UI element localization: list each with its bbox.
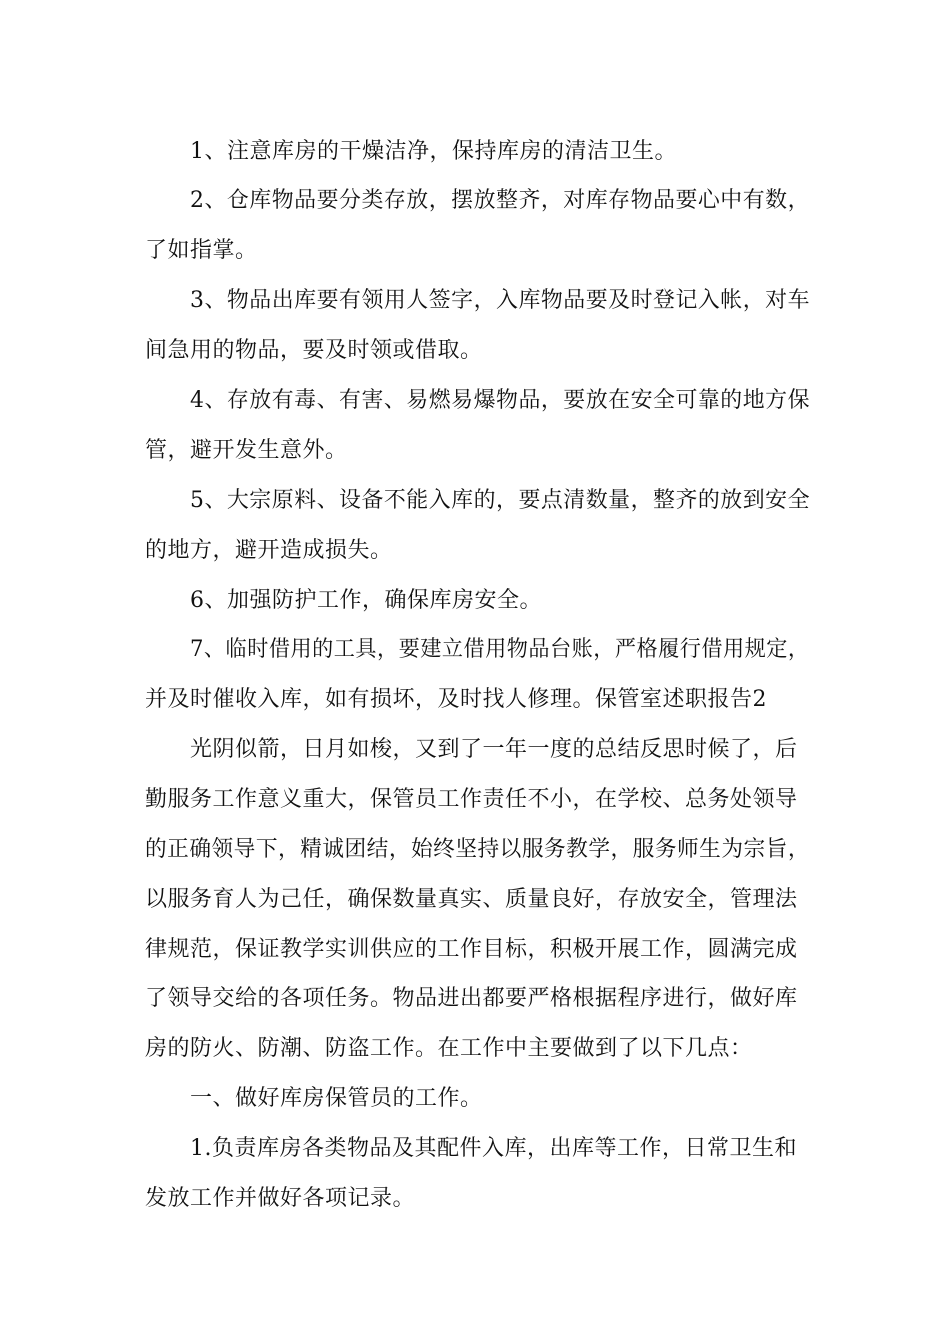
text-line-14: 勤服务工作意义重大，保管员工作责任不小，在学校、总务处领导 <box>145 787 798 812</box>
text-line-13: 光阴似箭，日月如梭，又到了一年一度的总结反思时候了，后 <box>190 737 798 762</box>
text-line-12: 并及时催收入库，如有损坏，及时找人修理。保管室述职报告2 <box>145 687 767 712</box>
text-line-7: 管，避开发生意外。 <box>145 438 348 463</box>
text-line-21: 1.负责库房各类物品及其配件入库，出库等工作，日常卫生和 <box>190 1136 797 1161</box>
text-line-8: 5、大宗原料、设备不能入库的，要点清数量，整齐的放到安全 <box>190 488 811 513</box>
text-line-3: 了如指掌。 <box>145 238 258 263</box>
text-line-18: 了领导交给的各项任务。物品进出都要严格根据程序进行，做好库 <box>145 986 798 1011</box>
text-line-4: 3、物品出库要有领用人签字，入库物品要及时登记入帐，对车 <box>190 288 811 313</box>
text-line-15: 的正确领导下，精诚团结，始终坚持以服务教学，服务师生为宗旨， <box>145 837 811 862</box>
text-line-1: 1、注意库房的干燥洁净，保持库房的清洁卫生。 <box>190 139 677 164</box>
text-line-11: 7、临时借用的工具，要建立借用物品台账，严格履行借用规定， <box>190 637 810 662</box>
text-line-10: 6、加强防护工作，确保库房安全。 <box>190 588 542 613</box>
text-line-5: 间急用的物品，要及时领或借取。 <box>145 338 483 363</box>
text-line-2: 2、仓库物品要分类存放，摆放整齐，对库存物品要心中有数， <box>190 188 811 213</box>
text-line-17: 律规范，保证教学实训供应的工作目标，积极开展工作，圆满完成 <box>145 937 798 962</box>
text-line-20: 一、做好库房保管员的工作。 <box>190 1086 483 1111</box>
text-line-19: 房的防火、防潮、防盗工作。在工作中主要做到了以下几点： <box>145 1036 753 1061</box>
text-line-9: 的地方，避开造成损失。 <box>145 538 393 563</box>
text-line-6: 4、存放有毒、有害、易燃易爆物品，要放在安全可靠的地方保 <box>190 388 811 413</box>
text-line-16: 以服务育人为己任，确保数量真实、质量良好，存放安全，管理法 <box>145 887 798 912</box>
text-line-22: 发放工作并做好各项记录。 <box>145 1186 416 1211</box>
